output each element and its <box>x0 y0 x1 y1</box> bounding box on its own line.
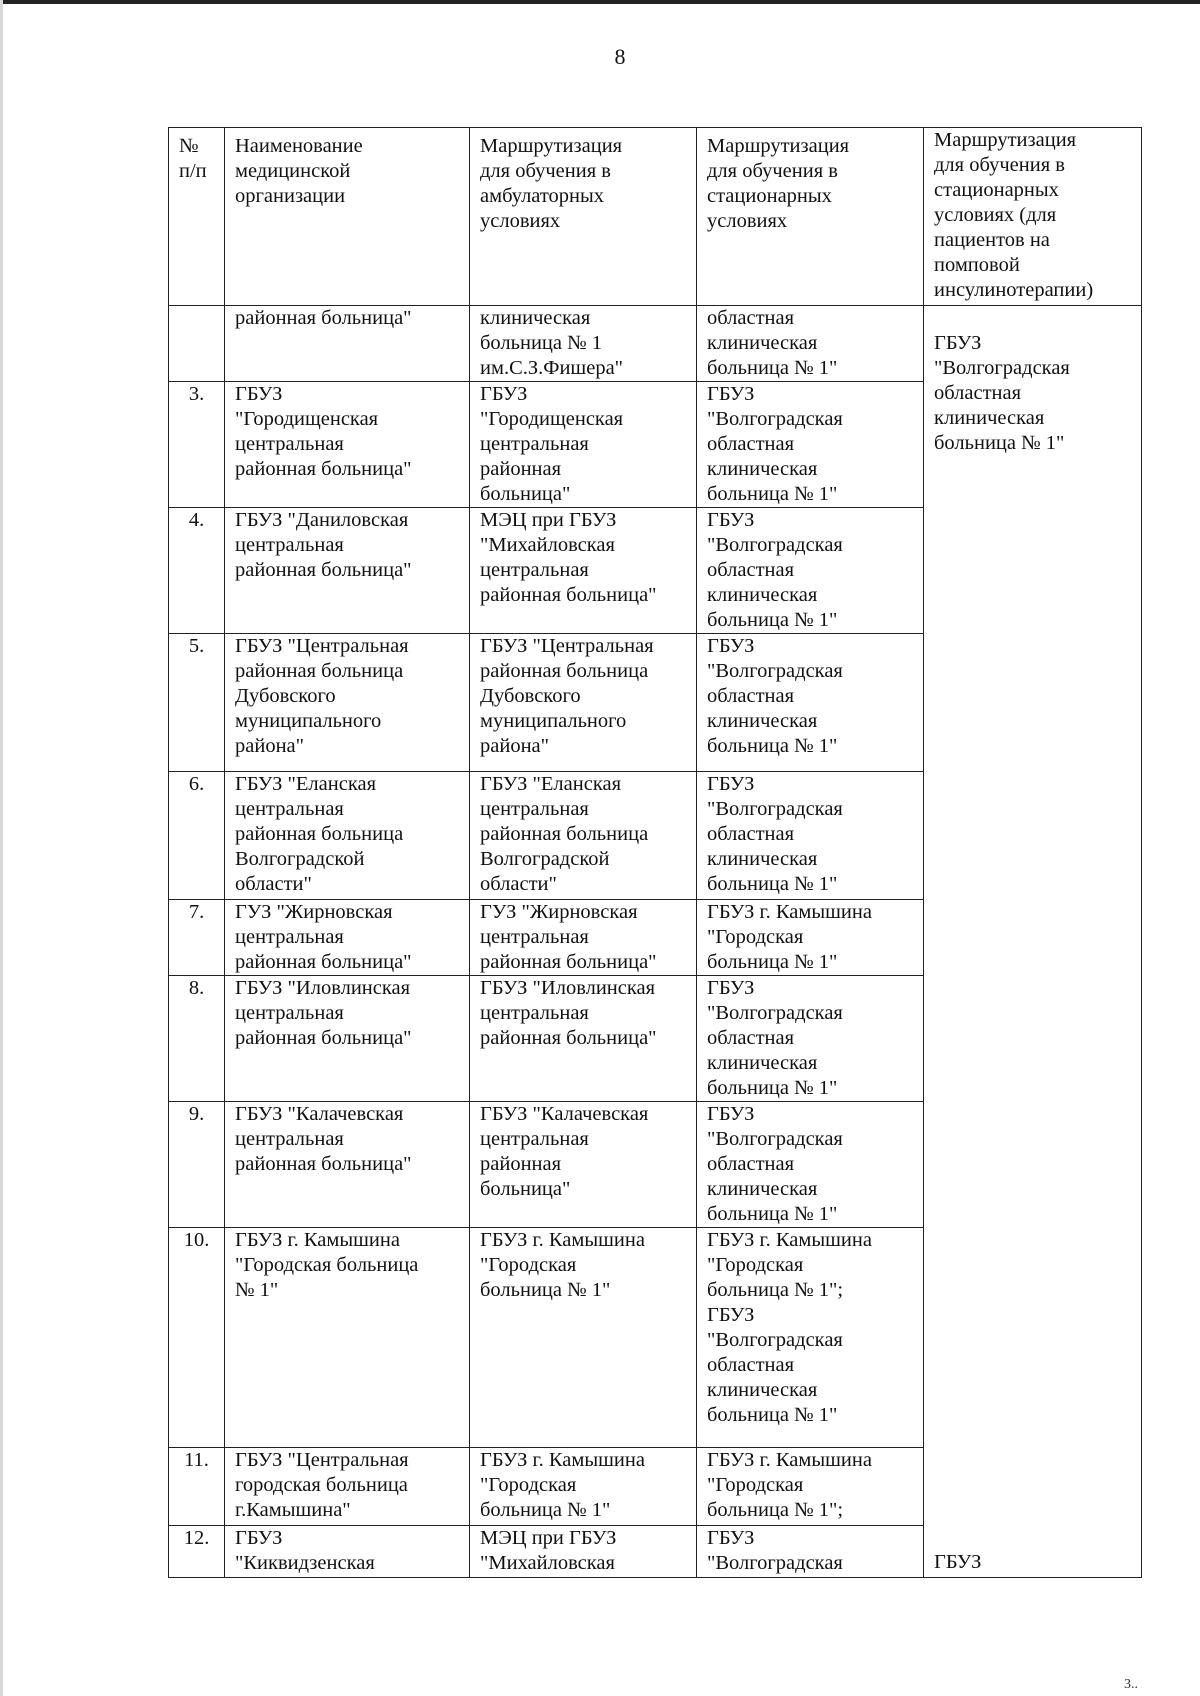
row-number: 5. <box>169 634 225 772</box>
row-outpatient: ГУЗ "Жирновская центральная районная больница" <box>470 900 697 976</box>
page-number: 8 <box>614 44 626 69</box>
row-number <box>169 306 225 382</box>
row-inpatient: ГБУЗ г. Камышина "Городская больница № 1"; <box>697 1448 924 1526</box>
row-number: 10. <box>169 1228 225 1448</box>
row-outpatient: ГБУЗ "Центральная районная больница Дубовского муниципального района" <box>470 634 697 772</box>
row-number: 3. <box>169 382 225 508</box>
row-number: 8. <box>169 976 225 1102</box>
scan-left-edge <box>0 0 3 1696</box>
row-organization: ГБУЗ "Центральная городская больница г.Камышина" <box>225 1448 470 1526</box>
row-outpatient: ГБУЗ "Иловлинская центральная районная больница" <box>470 976 697 1102</box>
row-number: 12. <box>169 1526 225 1578</box>
row-inpatient: ГБУЗ "Волгоградская областная клиническая больница № 1" <box>697 1102 924 1228</box>
row-outpatient: ГБУЗ "Еланская центральная районная больница Волгоградской области" <box>470 772 697 900</box>
row-inpatient: ГБУЗ "Волгоградская областная клиническая больница № 1" <box>697 772 924 900</box>
row-outpatient: ГБУЗ "Калачевская центральная районная больница" <box>470 1102 697 1228</box>
row-inpatient: ГБУЗ г. Камышина "Городская больница № 1" <box>697 900 924 976</box>
routing-table <box>168 127 1142 1578</box>
row-organization: ГБУЗ "Калачевская центральная районная больница" <box>225 1102 470 1228</box>
header-number: № п/п <box>169 128 225 306</box>
row-inpatient: ГБУЗ "Волгоградская областная клиническая больница № 1" <box>697 634 924 772</box>
row-number: 7. <box>169 900 225 976</box>
table-header-row <box>169 128 1142 306</box>
row-outpatient: МЭЦ при ГБУЗ "Михайловская <box>470 1526 697 1578</box>
corner-mark: 3.. <box>1124 1677 1138 1692</box>
row-outpatient: ГБУЗ г. Камышина "Городская больница № 1" <box>470 1448 697 1526</box>
row-outpatient: клиническая больница № 1 им.С.З.Фишера" <box>470 306 697 382</box>
row-outpatient: МЭЦ при ГБУЗ "Михайловская центральная районная больница" <box>470 508 697 634</box>
row-inpatient: ГБУЗ г. Камышина "Городская больница № 1"; ГБУЗ "Волгоградская областная клиническая больница № 1" <box>697 1228 924 1448</box>
row-number: 4. <box>169 508 225 634</box>
row-inpatient: ГБУЗ "Волгоградская областная клиническая больница № 1" <box>697 382 924 508</box>
row-inpatient: ГБУЗ "Волгоградская <box>697 1526 924 1578</box>
row-organization: районная больница" <box>225 306 470 382</box>
pump-routing-merged-cell <box>924 306 1142 1578</box>
row-outpatient: ГБУЗ г. Камышина "Городская больница № 1" <box>470 1228 697 1448</box>
row-number: 9. <box>169 1102 225 1228</box>
row-inpatient: ГБУЗ "Волгоградская областная клиническая больница № 1" <box>697 976 924 1102</box>
header-organization: Наименование медицинской организации <box>225 128 470 306</box>
header-outpatient-routing: Маршрутизация для обучения в амбулаторных условиях <box>470 128 697 306</box>
row-inpatient: ГБУЗ "Волгоградская областная клиническая больница № 1" <box>697 508 924 634</box>
pump-routing-last-text: ГБУЗ <box>934 1551 982 1573</box>
row-inpatient: областная клиническая больница № 1" <box>697 306 924 382</box>
row-organization: ГБУЗ "Центральная районная больница Дубовского муниципального района" <box>225 634 470 772</box>
row-number: 11. <box>169 1448 225 1526</box>
table-row <box>169 306 1142 382</box>
row-organization: ГБУЗ "Иловлинская центральная районная больница" <box>225 976 470 1102</box>
header-inpatient-routing: Маршрутизация для обучения в стационарных условиях <box>697 128 924 306</box>
row-number: 6. <box>169 772 225 900</box>
row-organization: ГБУЗ "Городищенская центральная районная больница" <box>225 382 470 508</box>
row-organization: ГУЗ "Жирновская центральная районная больница" <box>225 900 470 976</box>
scan-top-edge <box>0 0 1200 14</box>
row-organization: ГБУЗ "Еланская центральная районная больница Волгоградской области" <box>225 772 470 900</box>
row-outpatient: ГБУЗ "Городищенская центральная районная больница" <box>470 382 697 508</box>
header-pump-routing: Маршрутизация для обучения в стационарных условиях (для пациентов на помповой инсулинотерапии) <box>924 128 1142 306</box>
row-organization: ГБУЗ "Киквидзенская <box>225 1526 470 1578</box>
row-organization: ГБУЗ "Даниловская центральная районная больница" <box>225 508 470 634</box>
row-organization: ГБУЗ г. Камышина "Городская больница № 1" <box>225 1228 470 1448</box>
pump-routing-text: ГБУЗ "Волгоградская областная клиническая больница № 1" <box>934 332 1070 454</box>
